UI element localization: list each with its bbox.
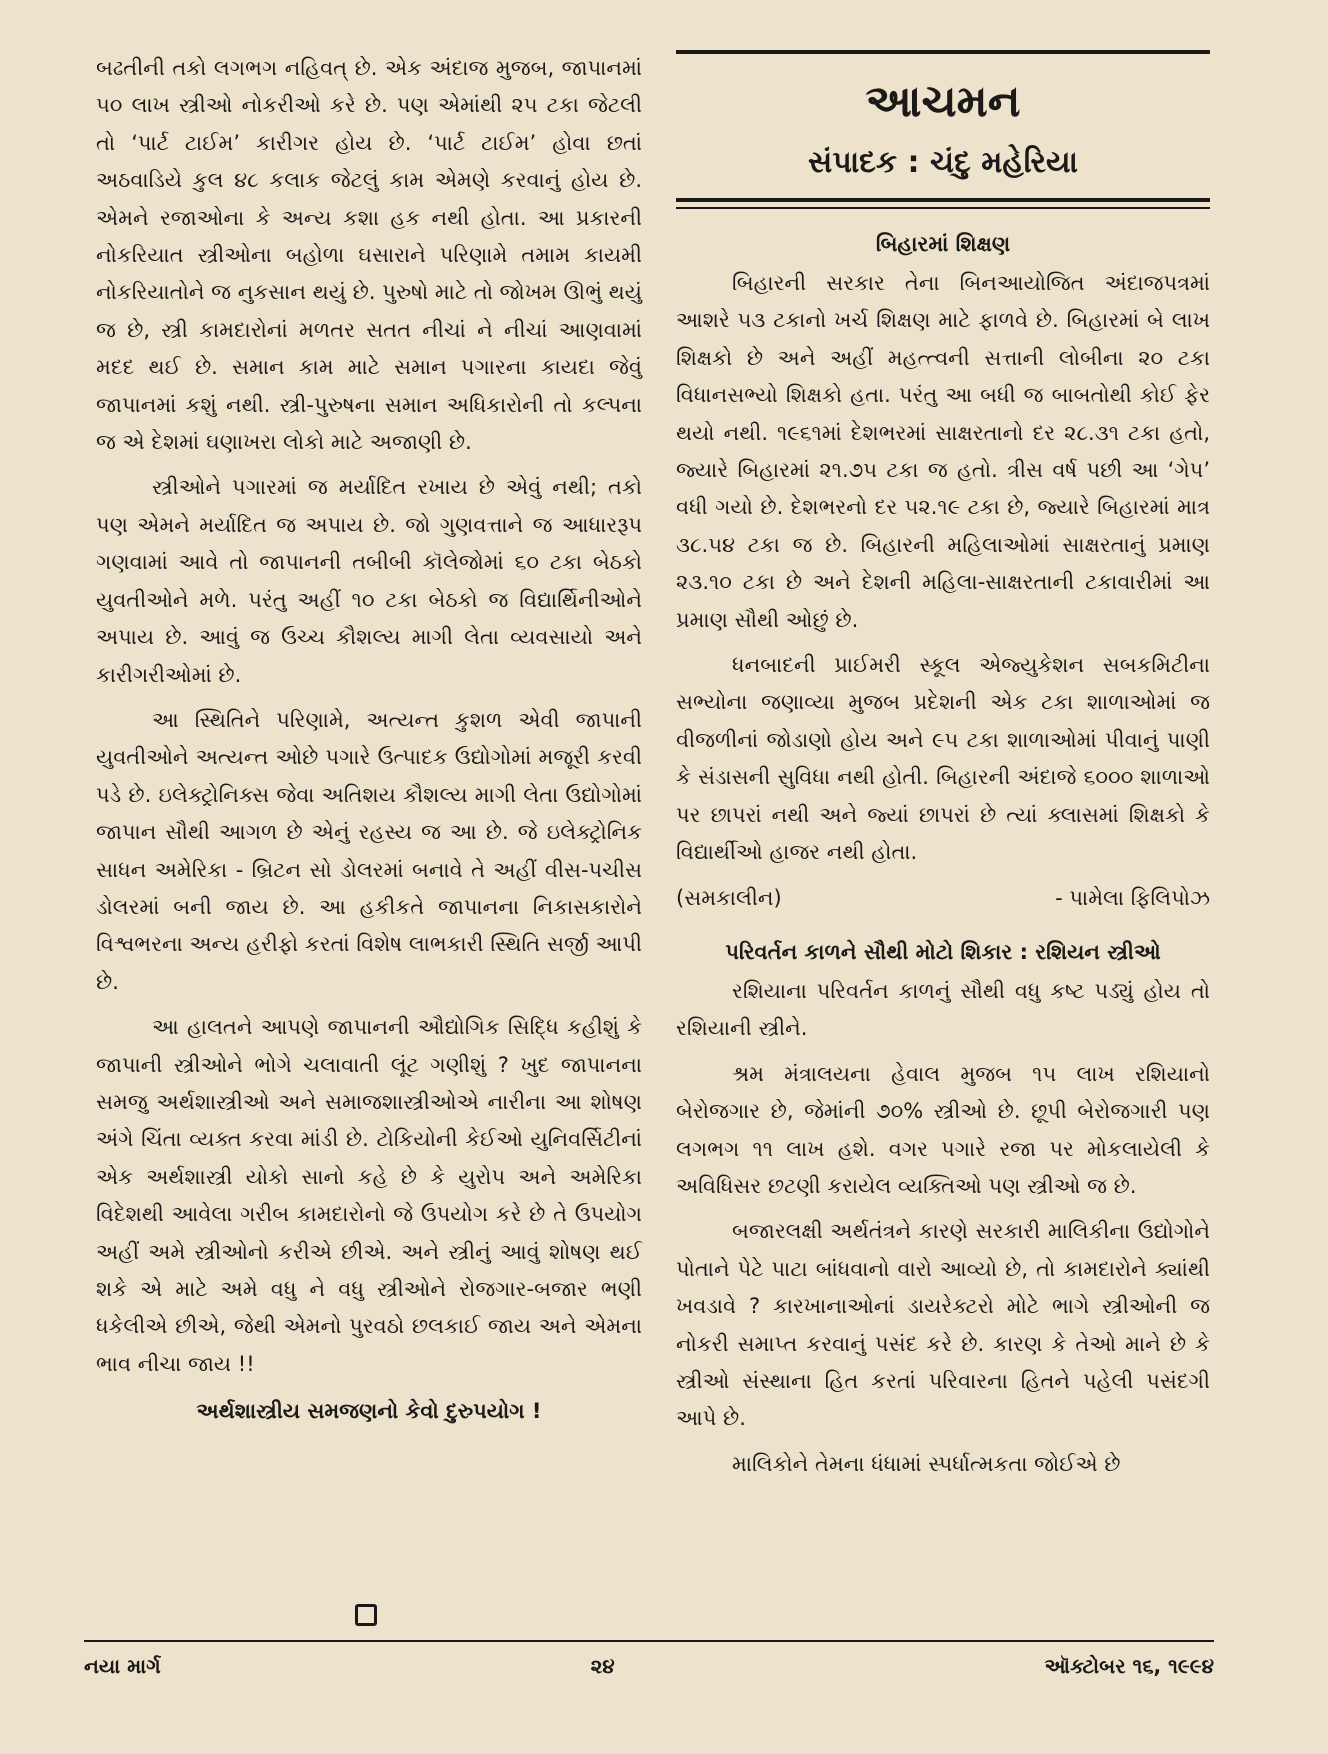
left-paragraph-1: બઢતીની તકો લગભગ નહિવત્ છે. એક અંદાજ મુજબ, જાપાનમાં ૫૦ લાખ સ્ત્રીઓ નોકરીઓ કરે છે. પણ એમાંથી ૨૫ ટકા જેટલી તો ‘પાર્ટ ટાઈમ’ કારીગર હોય છે. ‘પાર્ટ ટાઈમ’ હોવા છતાં અઠવાડિયે કુલ ૪૮ કલાક જેટલું કામ એમણે કરવાનું હોય છે. એમને રજાઓના કે અન્ય કશા હક નથી હોતા. આ પ્રકારની નોકરિયાત સ્ત્રીઓના બહોળા ઘસારાને પરિણામે તમામ કાયમી નોકરિયાતોને જ નુકસાન થયું છે. પુરુષો માટે તો જોખમ ઊભું થયું જ છે, સ્ત્રી કામદારોનાં મળતર સતત નીચાં ને નીચાં આણવામાં મદદ થઈ છે. સમાન કામ માટે સમાન પગારના કાયદા જેવું જાપાનમાં કશું નથી. સ્ત્રી-પુરુષના સમાન અધિકારોની તો કલ્પના જ એ દેશમાં ઘણાખરા લોકો માટે અજાણી છે. <box>96 56 642 455</box>
section-title-russian-women: પરિવર્તન કાળને સૌથી મોટો શિકાર : રશિયન સ્ત્રીઓ <box>725 939 1161 964</box>
source-label: (સમકાલીન) <box>676 885 782 910</box>
left-paragraph-4: આ હાલતને આપણે જાપાનની ઔદ્યોગિક સિદ્ધિ કહીશું કે જાપાની સ્ત્રીઓને ભોગે ચલાવાતી લૂંટ ગણીશું ? ખુદ જાપાનના સમજુ અર્થશાસ્ત્રીઓ અને સમાજશાસ્ત્રીઓએ નારીના આ શોષણ અંગે ચિંતા વ્યક્ત કરવા માંડી છે. ટોકિયોની કેઈઓ યુનિવર્સિટીનાં એક અર્થશાસ્ત્રી યોકો સાનો કહે છે કે યુરોપ અને અમેરિકા વિદેશથી આવેલા ગરીબ કામદારોનો જે ઉપયોગ કરે છે તે ઉપયોગ અહીં અમે સ્ત્રીઓનો કરીએ છીએ. અને સ્ત્રીનું આવું શોષણ થઈ શકે એ માટે અમે વધુ ને વધુ સ્ત્રીઓને રોજગાર-બજાર ભણી ધકેલીએ છીએ, જેથી એમનો પુરવઠો છલકાઈ જાય અને એમના ભાવ નીચા જાય !! <box>96 1015 642 1376</box>
russia-paragraph-2: શ્રમ મંત્રાલયના હેવાલ મુજબ ૧૫ લાખ રશિયાનો બેરોજગાર છે, જેમાંની ૭૦% સ્ત્રીઓ છે. છૂપી બેરોજગારી પણ લગભગ ૧૧ લાખ હશે. વગર પગારે રજા પર મોકલાયેલી કે અવિધિસર છટણી કરાયેલ વ્યક્તિઓ પણ સ્ત્રીઓ જ છે. <box>676 1061 1210 1198</box>
column-editor: સંપાદક : ચંદુ મહેરિયા <box>808 145 1078 180</box>
masthead-bottom-rule-thin <box>676 207 1210 209</box>
end-of-article-box-icon <box>355 1604 377 1626</box>
left-paragraph-3: આ સ્થિતિને પરિણામે, અત્યન્ત કુશળ એવી જાપાની યુવતીઓને અત્યન્ત ઓછે પગારે ઉત્પાદક ઉદ્યોગોમાં મજૂરી કરવી પડે છે. ઇલેક્ટ્રોનિક્સ જેવા અતિશય કૌશલ્ય માગી લેતા ઉદ્યોગોમાં જાપાન સૌથી આગળ છે એનું રહસ્ય જ આ છે. જે ઇલેક્ટ્રોનિક સાધન અમેરિકા - બ્રિટન સો ડોલરમાં બનાવે તે અહીં વીસ-પચીસ ડોલરમાં બની જાય છે. આ હકીકતે જાપાનના નિકાસકારોને વિશ્વભરના અન્ય હરીફો કરતાં વિશેષ લાભકારી સ્થિતિ સર્જી આપી છે. <box>96 707 642 994</box>
column-title: આચમન <box>865 76 1021 127</box>
russia-paragraph-4: માલિકોને તેમના ધંધામાં સ્પર્ધાત્મકતા જોઈએ છે <box>732 1451 1121 1476</box>
russia-paragraph-3: બજારલક્ષી અર્થતંત્રને કારણે સરકારી માલિકીના ઉદ્યોગોને પોતાને પેટે પાટા બાંધવાનો વારો આવ્યો છે, તો કામદારોને ક્યાંથી ખવડાવે ? કારખાનાઓનાં ડાયરેક્ટરો મોટે ભાગે સ્ત્રીઓની જ નોકરી સમાપ્ત કરવાનું પસંદ કરે છે. કારણ કે તેઓ માને છે કે સ્ત્રીઓ સંસ્થાના હિત કરતાં પરિવારના હિતને પહેલી પસંદગી આપે છે. <box>676 1219 1210 1431</box>
left-paragraph-2: સ્ત્રીઓને પગારમાં જ મર્યાદિત રખાય છે એવું નથી; તકો પણ એમને મર્યાદિત જ અપાય છે. જો ગુણવત્તાને જ આધારરૂપ ગણવામાં આવે તો જાપાનની તબીબી કૉલેજોમાં ૬૦ ટકા બેઠકો યુવતીઓને મળે. પરંતુ અહીં ૧૦ ટકા બેઠકો જ વિદ્યાર્થિનીઓને અપાય છે. આવું જ ઉચ્ચ કૌશલ્ય માગી લેતા વ્યવસાયો અને કારીગરીઓમાં છે. <box>96 475 642 687</box>
right-column <box>676 50 1210 1491</box>
left-closing-line: અર્થશાસ્ત્રીય સમજણનો કેવો દુરુપયોગ ! <box>196 1399 542 1424</box>
bihar-byline <box>676 880 1210 917</box>
author-label: - પામેલા ફિલિપોઝ <box>1055 885 1210 910</box>
left-column <box>96 50 642 1439</box>
russia-paragraph-1: રશિયાના પરિવર્તન કાળનું સૌથી વધુ કષ્ટ પડ્યું હોય તો રશિયાની સ્ત્રીને. <box>676 978 1210 1041</box>
bihar-paragraph-2: ધનબાદની પ્રાઈમરી સ્કૂલ એજ્યુકેશન સબકમિટીના સભ્યોના જણાવ્યા મુજબ પ્રદેશની એક ટકા શાળાઓમાં જ વીજળીનાં જોડાણો હોય અને ૯૫ ટકા શાળાઓમાં પીવાનું પાણી કે સંડાસની સુવિધા નથી હોતી. બિહારની અંદાજે ૬૦૦૦ શાળાઓ પર છાપરાં નથી અને જ્યાં છાપરાં છે ત્યાં ક્લાસમાં શિક્ષકો કે વિદ્યાર્થીઓ હાજર નથી હોતા. <box>676 653 1210 865</box>
issue-date: ઑક્ટોબર ૧૬, ૧૯૯૪ <box>1044 1654 1214 1678</box>
page-number: ૨૪ <box>590 1654 615 1678</box>
publication-name: નયા માર્ગ <box>84 1654 161 1678</box>
section-title-bihar-education: બિહારમાં શિક્ષણ <box>875 232 1011 256</box>
bihar-paragraph-1: બિહારની સરકાર તેના બિનઆયોજિત અંદાજપત્રમાં આશરે ૫૩ ટકાનો ખર્ચ શિક્ષણ માટે ફાળવે છે. બિહારમાં બે લાખ શિક્ષકો છે અને અહીં મહત્ત્વની સત્તાની લોબીના ૨૦ ટકા વિધાનસભ્યો શિક્ષકો હતા. પરંતુ આ બધી જ બાબતોથી કોઈ ફેર થયો નથી. ૧૯૬૧માં દેશભરમાં સાક્ષરતાનો દર ૨૮.૩૧ ટકા હતો, જ્યારે બિહારમાં ૨૧.૭૫ ટકા જ હતો. ત્રીસ વર્ષ પછી આ ‘ગેપ’ વધી ગયો છે. દેશભરનો દર ૫૨.૧૯ ટકા છે, જ્યારે બિહારમાં માત્ર ૩૮.૫૪ ટકા જ છે. બિહારની મહિલાઓમાં સાક્ષરતાનું પ્રમાણ ૨૩.૧૦ ટકા છે અને દેશની મહિલા-સાક્ષરતાની ટકાવારીમાં આ પ્રમાણ સૌથી ઓછું છે. <box>676 271 1210 632</box>
masthead-top-rule <box>676 50 1210 54</box>
page-footer <box>84 1640 1214 1678</box>
